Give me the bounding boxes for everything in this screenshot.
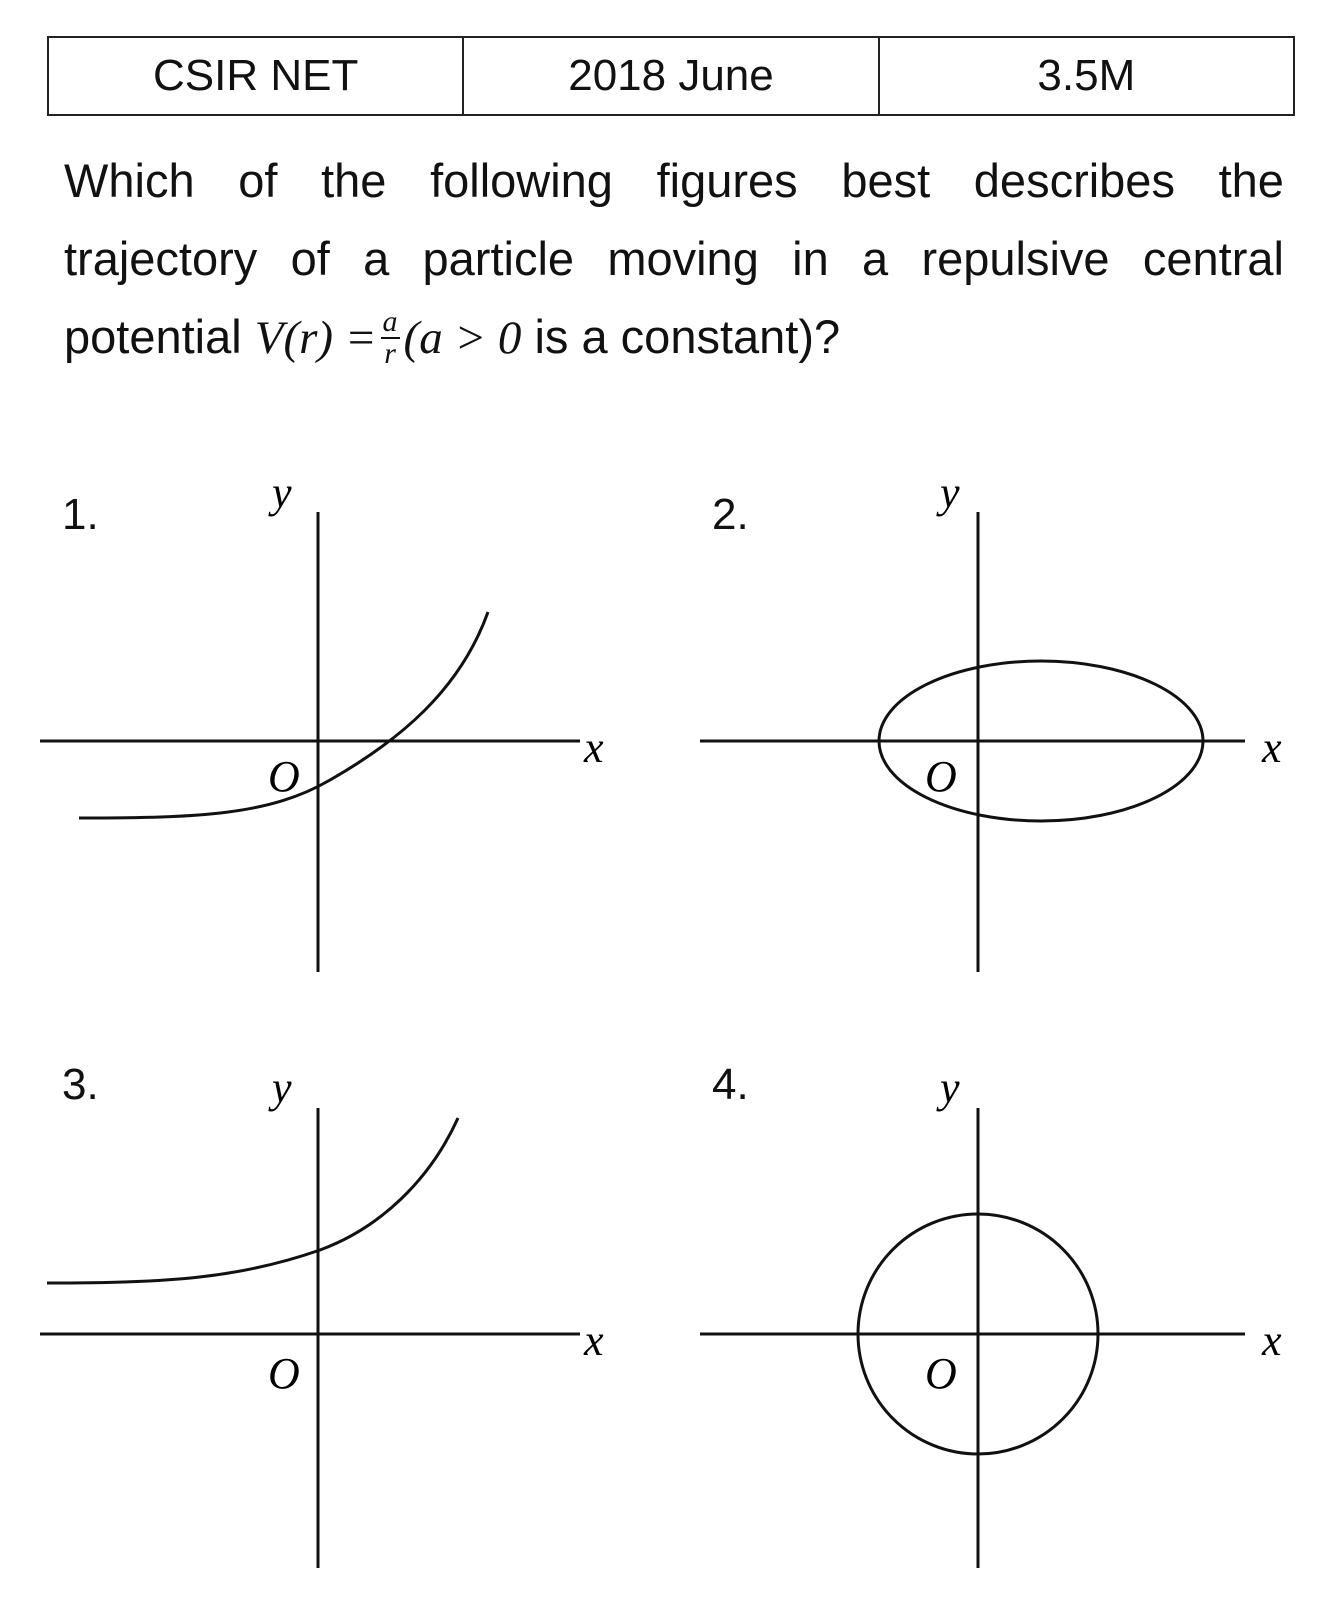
option-4-x-label: x bbox=[1262, 1316, 1282, 1365]
question-word: particle bbox=[422, 232, 575, 285]
question-word: in bbox=[792, 232, 829, 285]
question-word: the bbox=[321, 154, 387, 207]
question-word: best bbox=[841, 154, 931, 207]
option-4-origin-label: O bbox=[925, 1349, 957, 1398]
option-2-number[interactable]: 2. bbox=[712, 490, 749, 539]
question-word: a bbox=[363, 232, 390, 285]
option-2-x-label: x bbox=[1262, 723, 1282, 772]
question-word: repulsive bbox=[921, 232, 1110, 285]
option-3-y-label: y bbox=[272, 1063, 292, 1112]
condition: (a > 0 bbox=[403, 312, 522, 364]
question-word: central bbox=[1142, 232, 1284, 285]
question-prefix: potential bbox=[64, 310, 242, 363]
question-word: describes bbox=[973, 154, 1175, 207]
option-3-number[interactable]: 3. bbox=[62, 1060, 99, 1109]
question-word: of bbox=[290, 232, 330, 285]
option-3-x-label: x bbox=[584, 1316, 604, 1365]
option-1-origin-label: O bbox=[268, 752, 300, 801]
question-word: of bbox=[238, 154, 278, 207]
question-word: the bbox=[1218, 154, 1284, 207]
option-2-origin-label: O bbox=[925, 752, 957, 801]
option-3-origin-label: O bbox=[268, 1349, 300, 1398]
option-4-axes bbox=[700, 1108, 1245, 1568]
question-word: moving bbox=[607, 232, 759, 285]
question-word: following bbox=[430, 154, 613, 207]
potential-lhs: V(r) = bbox=[254, 312, 377, 364]
question-word: Which bbox=[64, 154, 195, 207]
option-1-x-label: x bbox=[584, 723, 604, 772]
header-exam: CSIR NET bbox=[48, 37, 463, 115]
header-session: 2018 June bbox=[463, 37, 878, 115]
option-1-number[interactable]: 1. bbox=[62, 490, 99, 539]
option-4-number[interactable]: 4. bbox=[712, 1060, 749, 1109]
option-2-y-label: y bbox=[940, 468, 960, 517]
question-suffix: is a constant)? bbox=[534, 310, 841, 363]
option-1-y-label: y bbox=[272, 468, 292, 517]
fraction-numerator: a bbox=[382, 305, 398, 339]
question-word: figures bbox=[656, 154, 798, 207]
fraction-denominator: r bbox=[384, 337, 396, 371]
question-word: trajectory bbox=[64, 232, 258, 285]
question-word: a bbox=[862, 232, 889, 285]
option-4-y-label: y bbox=[940, 1063, 960, 1112]
header-marks: 3.5M bbox=[879, 37, 1294, 115]
